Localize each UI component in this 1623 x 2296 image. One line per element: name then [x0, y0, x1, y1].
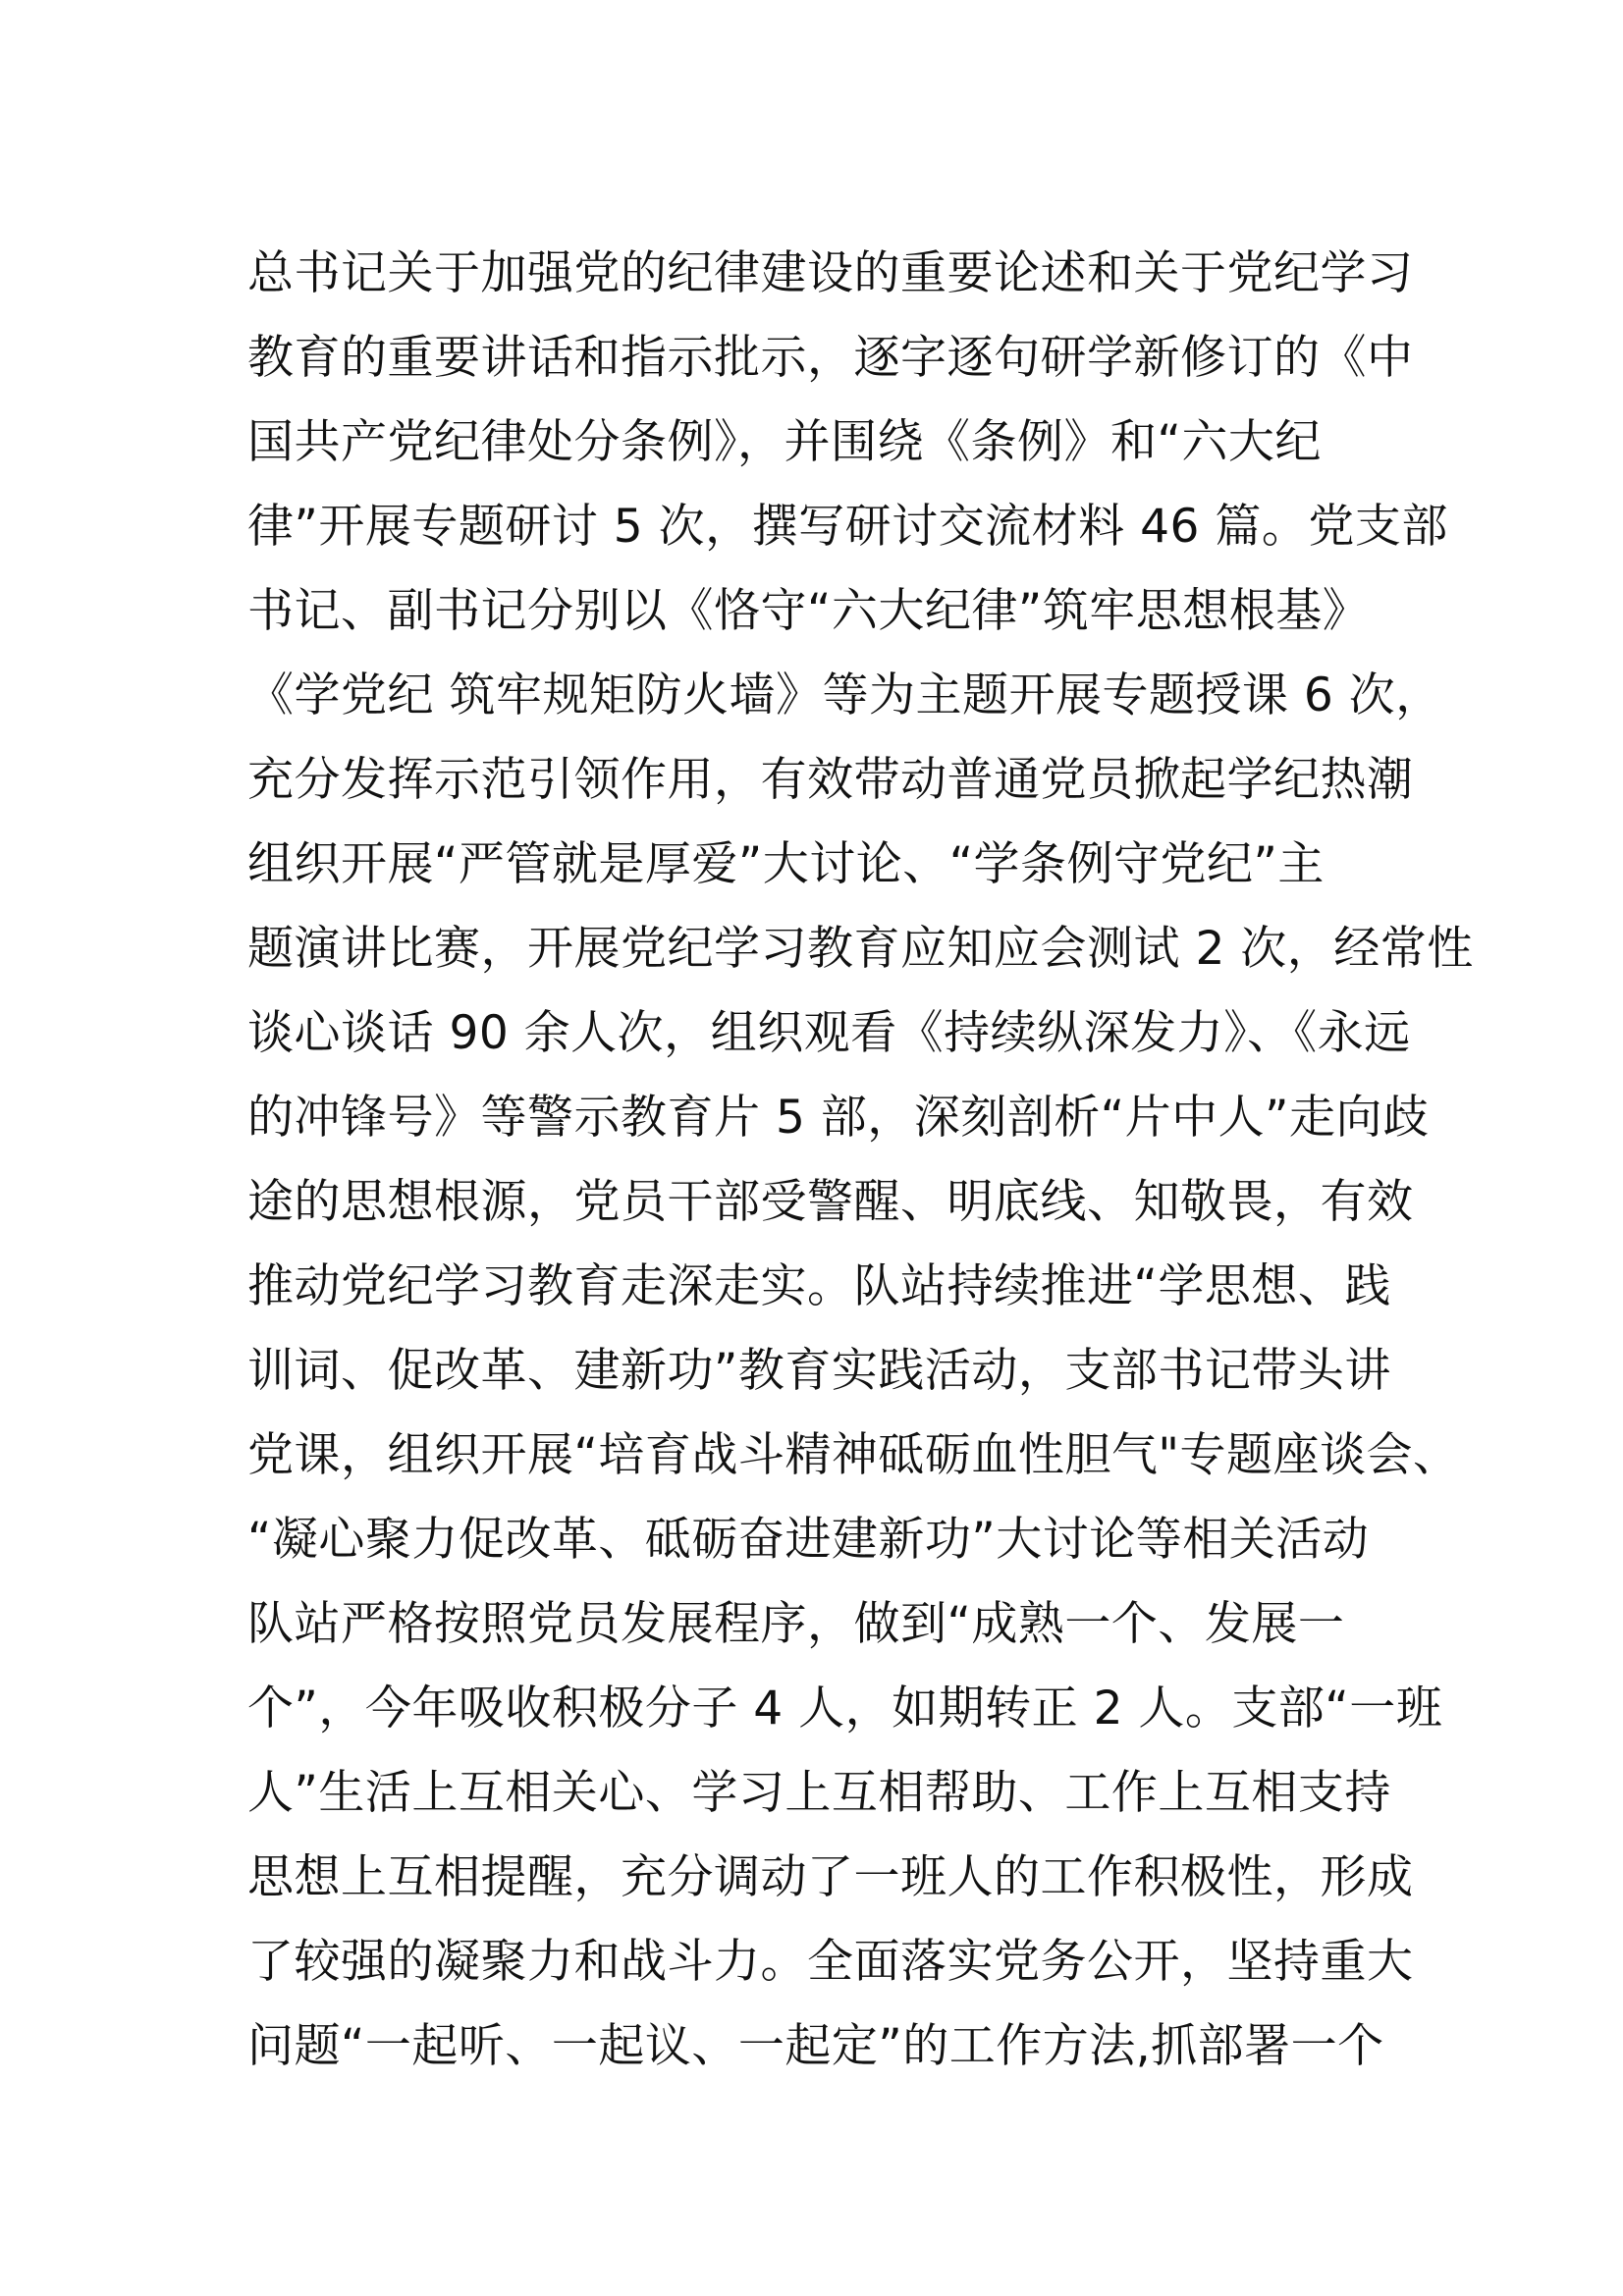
text-line: 党课，组织开展“培育战斗精神砥砺血性胆气"专题座谈会、 — [247, 1428, 1460, 1482]
text-line: 了较强的凝聚力和战斗力。全面落实党务公开，坚持重大 — [247, 1935, 1414, 1989]
text-line: 思想上互相提醒，充分调动了一班人的工作积极性，形成 — [247, 1850, 1414, 1904]
text-line: 教育的重要讲话和指示批示，逐字逐句研学新修订的《中 — [247, 331, 1414, 385]
text-line: 个”，今年吸收积极分子 4 人，如期转正 2 人。支部“一班 — [247, 1682, 1443, 1735]
text-line: 充分发挥示范引领作用，有效带动普通党员掀起学纪热潮 — [247, 753, 1414, 807]
text-line: 书记、副书记分别以《恪守“六大纪律”筑牢思想根基》 — [247, 584, 1370, 638]
text-line: 的冲锋号》等警示教育片 5 部，深刻剖析“片中人”走向歧 — [247, 1091, 1430, 1145]
text-line: 推动党纪学习教育走深走实。队站持续推进“学思想、践 — [247, 1259, 1391, 1313]
text-line: 题演讲比赛，开展党纪学习教育应知应会测试 2 次，经常性 — [247, 922, 1474, 976]
text-line: 律”开展专题研讨 5 次，撰写研讨交流材料 46 篇。党支部 — [247, 500, 1448, 554]
text-line: 国共产党纪律处分条例》，并围绕《条例》和“六大纪 — [247, 415, 1322, 469]
text-line: 队站严格按照党员发展程序，做到“成熟一个、发展一 — [247, 1597, 1345, 1651]
text-line: “凝心聚力促改革、砥砺奋进建新功”大讨论等相关活动 — [247, 1513, 1370, 1567]
text-line: 训词、促改革、建新功”教育实践活动，支部书记带头讲 — [247, 1344, 1391, 1398]
text-line: 总书记关于加强党的纪律建设的重要论述和关于党纪学习 — [247, 246, 1414, 300]
text-line: 《学党纪 筑牢规矩防火墙》等为主题开展专题授课 6 次， — [247, 668, 1442, 722]
text-line: 谈心谈话 90 余人次，组织观看《持续纵深发力》、《永远 — [247, 1006, 1411, 1060]
body-paragraph — [247, 232, 1474, 2089]
text-line: 组织开展“严管就是厚爱”大讨论、“学条例守党纪”主 — [247, 837, 1325, 891]
text-line: 人”生活上互相关心、学习上互相帮助、工作上互相支持 — [247, 1766, 1391, 1820]
text-line: 途的思想根源，党员干部受警醒、明底线、知敬畏，有效 — [247, 1175, 1414, 1229]
text-line: 问题“一起听、一起议、一起定”的工作方法,抓部署一个 — [247, 2019, 1384, 2073]
